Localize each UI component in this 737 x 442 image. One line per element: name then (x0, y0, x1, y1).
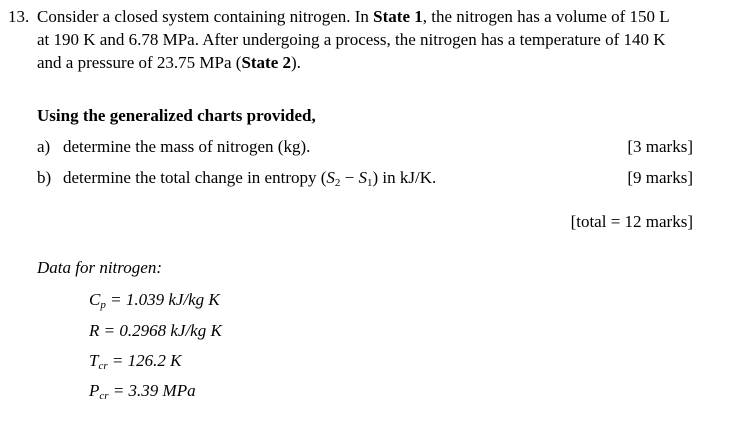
part-a-label: a) (37, 137, 51, 156)
tcr-value: $T_{cr} = 126.2$ K (89, 351, 182, 372)
part-b-marks: [9 marks] (627, 168, 693, 187)
part-a-text: determine the mass of nitrogen (kg). (63, 137, 311, 156)
cp-value: $C_p = 1.039$ kJ/kg K (89, 290, 220, 311)
r-value: R = 0.2968 kJ/kg K (89, 321, 222, 340)
s1-symbol: S (358, 168, 367, 187)
question-line-3 (37, 54, 301, 71)
data-heading: Data for nitrogen: (37, 258, 162, 277)
part-b-text: determine the total change in entropy $(S_2 - S_1)$ in kJ/K. (63, 168, 437, 189)
part-b-label: b) (37, 168, 52, 187)
question-line-2: at 190 K and 6.78 MPa. After undergoing a process, the nitrogen has a temperature of 140 K (37, 30, 666, 49)
part-a-marks: [3 marks] (627, 137, 693, 156)
state-1-label: State 1 (373, 7, 423, 26)
question-line-1 (37, 8, 670, 25)
question-line-3-a: and a pressure of 23.75 MPa ( (37, 53, 242, 72)
instructions-heading: Using the generalized charts provided, (37, 106, 316, 125)
question-line-1-c: , the nitrogen has a volume of 150 L (422, 7, 670, 26)
question-number: 13. (8, 7, 30, 26)
question-line-3-c: ). (291, 53, 301, 72)
question-line-1-a: Consider a closed system containing nitrogen. In (37, 7, 374, 26)
total-marks: [total = 12 marks] (570, 212, 693, 231)
s2-symbol: S (326, 168, 335, 187)
state-2-label: State 2 (241, 53, 292, 72)
pcr-value: $P_{cr} = 3.39$ MPa (89, 381, 196, 402)
